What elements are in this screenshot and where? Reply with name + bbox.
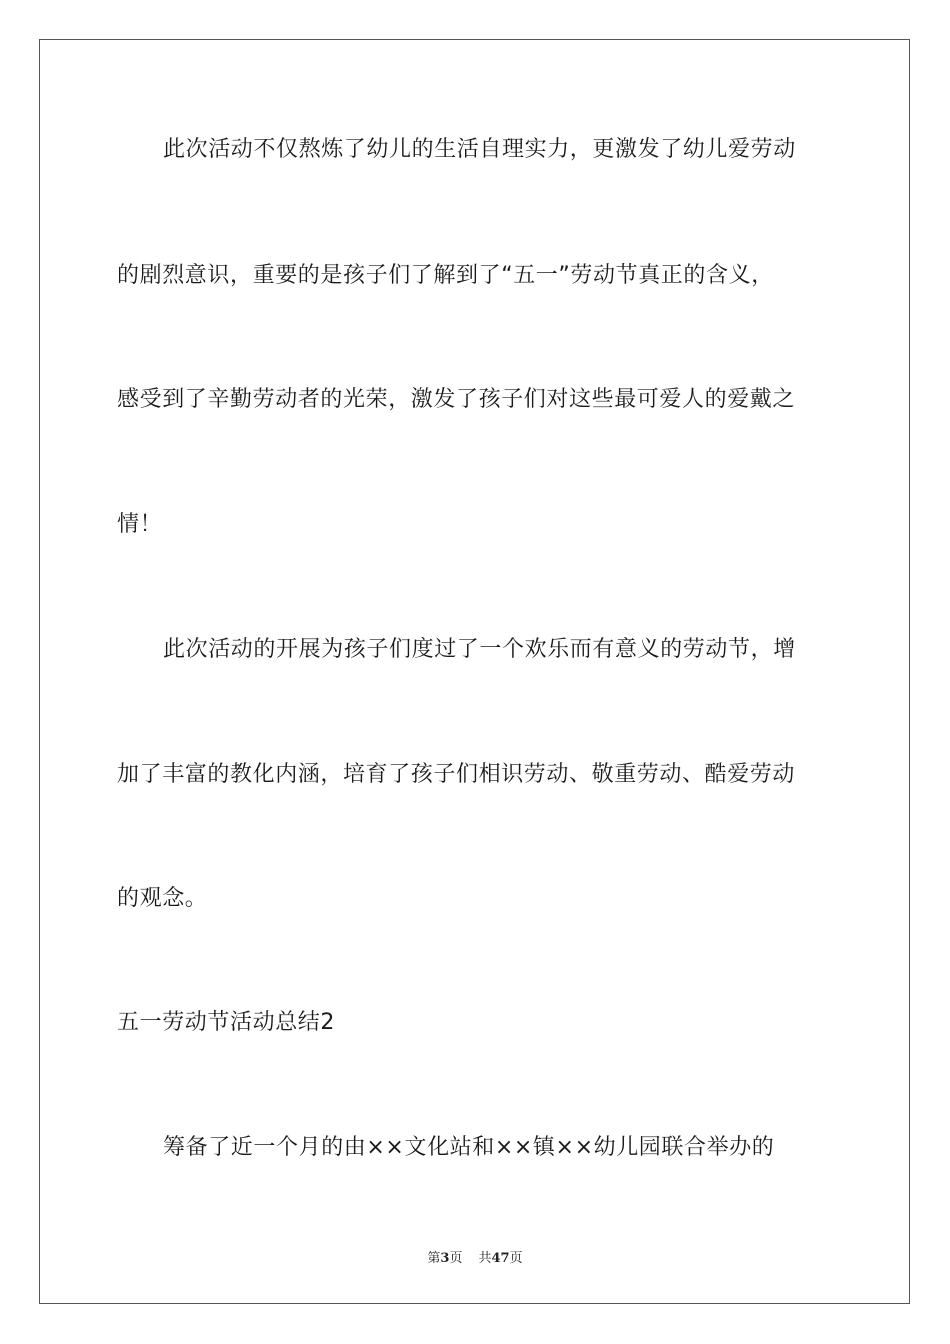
paragraph-3-line-1: 筹备了近一个月的由××文化站和××镇××幼儿园联合举办的 [163,1135,775,1160]
paragraph-2-line-2: 加了丰富的教化内涵，培育了孩子们相识劳动、敬重劳动、酷爱劳动 [117,762,796,787]
page-footer [0,1247,950,1266]
footer-page-suffix: 页 [449,1251,463,1266]
paragraph-1-line-1: 此次活动不仅熬炼了幼儿的生活自理实力，更激发了幼儿爱劳动 [163,137,796,162]
paragraph-1-line-2: 的剧烈意识，重要的是孩子们了解到了“五一”劳动节真正的含义， [117,263,774,288]
footer-page-prefix: 第 [427,1251,441,1266]
paragraph-2-line-3: 的观念。 [117,886,208,911]
footer-total-suffix: 页 [509,1251,523,1266]
footer-page-number: 3 [440,1251,450,1266]
footer-total-prefix: 共 [478,1251,492,1266]
paragraph-2-line-1: 此次活动的开展为孩子们度过了一个欢乐而有意义的劳动节，增 [163,637,796,662]
footer-total-pages: 47 [491,1251,510,1266]
paragraph-1-line-4: 情！ [117,512,163,537]
page-border [39,39,910,1304]
paragraph-1-line-3: 感受到了辛勤劳动者的光荣，激发了孩子们对这些最可爱人的爱戴之 [117,387,796,412]
section-heading: 五一劳动节活动总结2 [117,1010,335,1035]
